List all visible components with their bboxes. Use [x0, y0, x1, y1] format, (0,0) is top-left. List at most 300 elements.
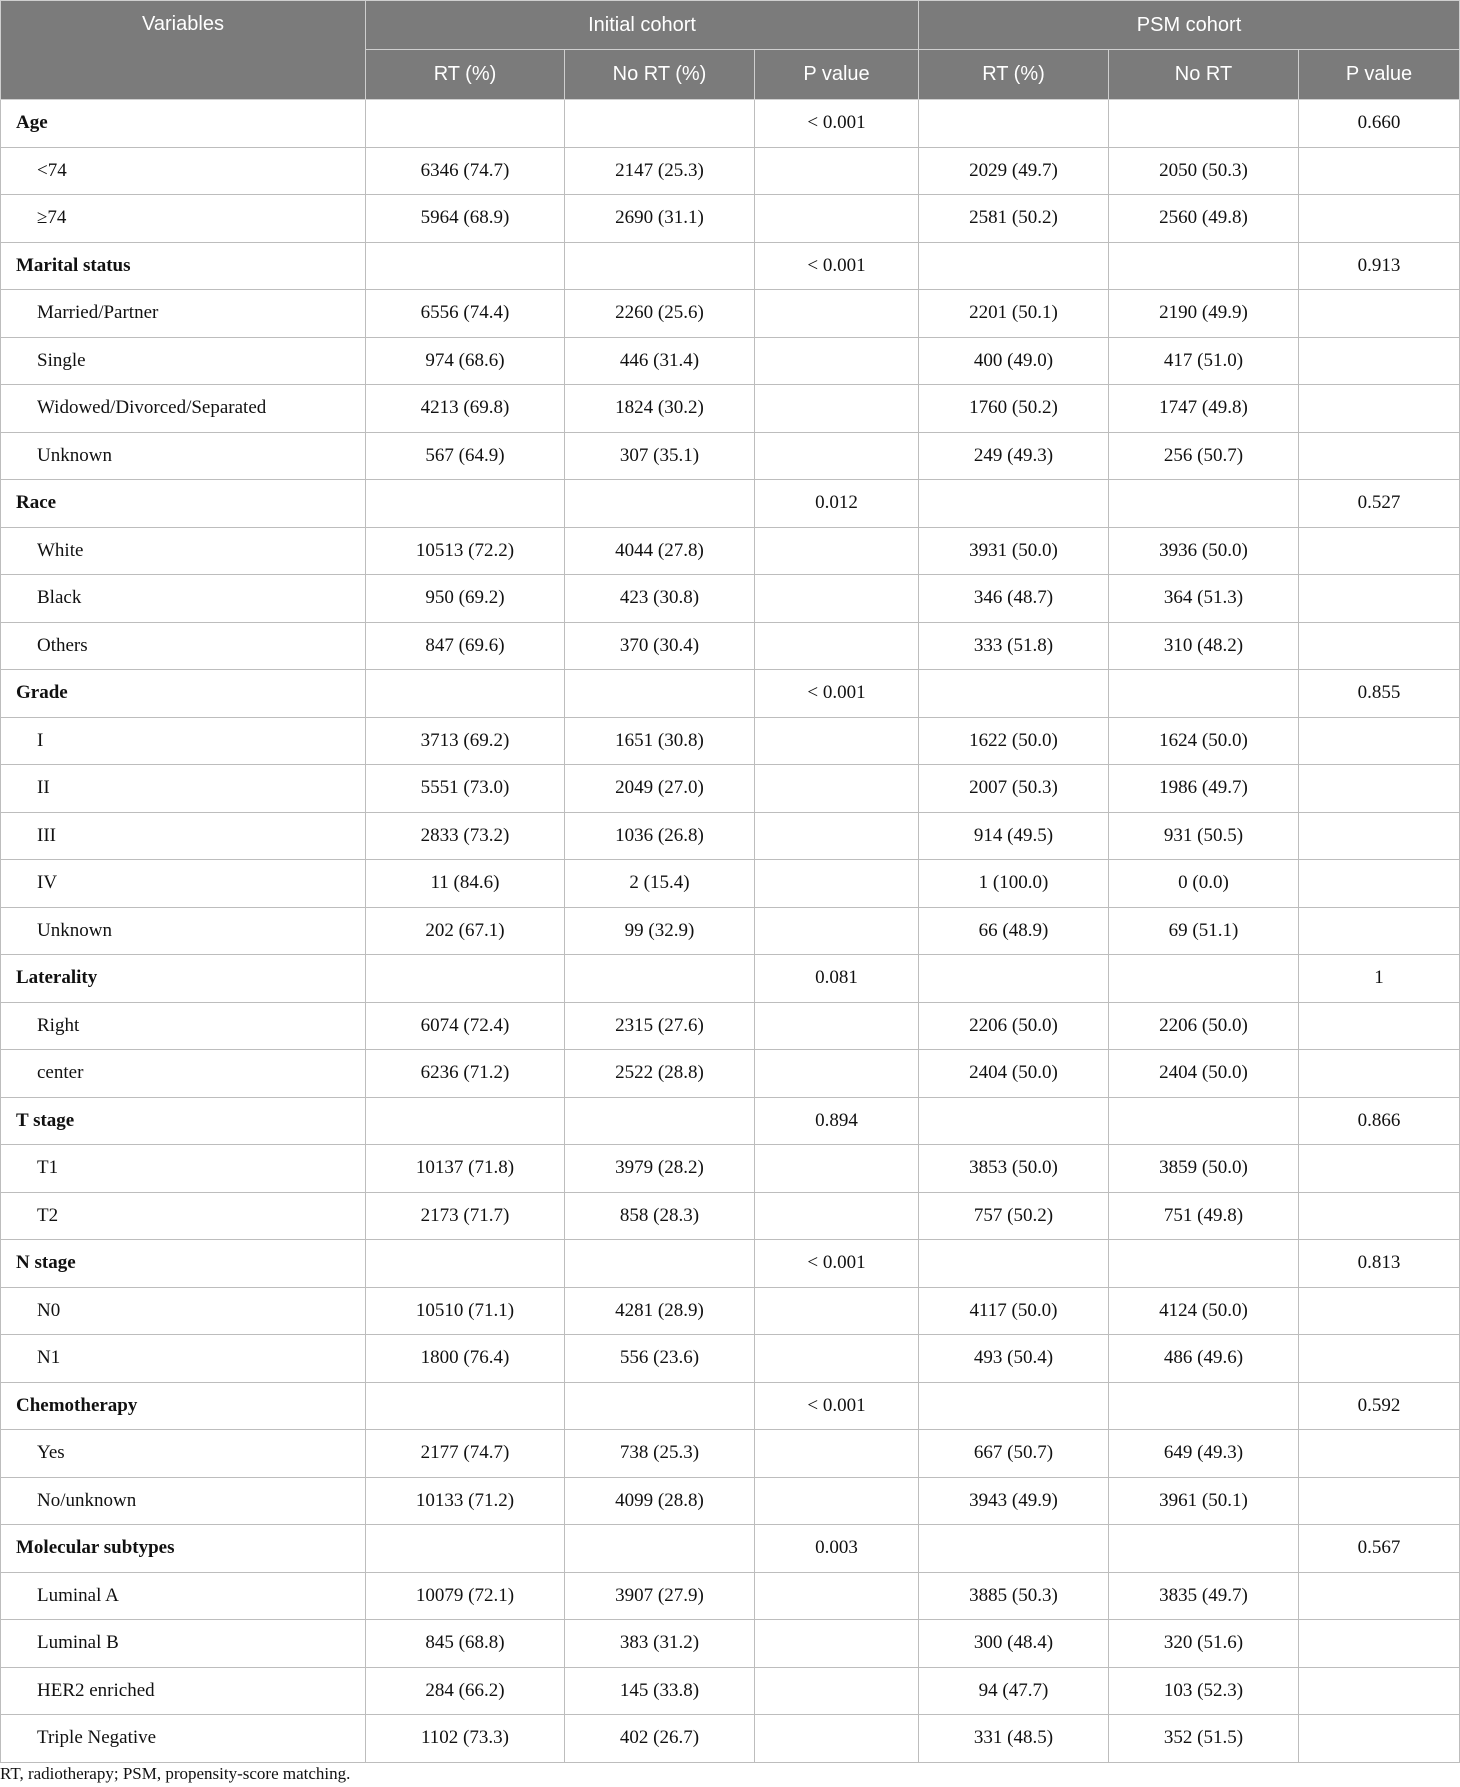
- initial-no-rt-value: 2315 (27.6): [565, 1002, 755, 1050]
- empty-cell: [366, 100, 565, 148]
- initial-rt-value: 5551 (73.0): [366, 765, 565, 813]
- row-label: Single: [1, 337, 366, 385]
- initial-no-rt-value: 3979 (28.2): [565, 1145, 755, 1193]
- psm-rt-value: 4117 (50.0): [919, 1287, 1109, 1335]
- initial-no-rt-value: 4099 (28.8): [565, 1477, 755, 1525]
- psm-no-rt-value: 2190 (49.9): [1109, 290, 1299, 338]
- empty-cell: [755, 432, 919, 480]
- table-footnote: RT, radiotherapy; PSM, propensity-score matching.: [0, 1764, 351, 1783]
- initial-rt-value: 6236 (71.2): [366, 1050, 565, 1098]
- psm-rt-value: 914 (49.5): [919, 812, 1109, 860]
- empty-cell: [1299, 385, 1460, 433]
- group-label-cell: [1, 100, 366, 148]
- psm-rt-value: 331 (48.5): [919, 1715, 1109, 1763]
- psm-rt-value: 1622 (50.0): [919, 717, 1109, 765]
- header-row-top: [1, 1, 1460, 50]
- group-row: [1, 100, 1460, 148]
- table-row: [1, 147, 1460, 195]
- empty-cell: [1299, 860, 1460, 908]
- initial-no-rt-value: 2690 (31.1): [565, 195, 755, 243]
- psm-no-rt-value: 3835 (49.7): [1109, 1572, 1299, 1620]
- empty-cell: [755, 1667, 919, 1715]
- empty-cell: [1299, 1477, 1460, 1525]
- group-label-cell: [1, 1240, 366, 1288]
- empty-cell: [1109, 100, 1299, 148]
- row-label: Black: [1, 575, 366, 623]
- empty-cell: [1299, 1192, 1460, 1240]
- empty-cell: [565, 1525, 755, 1573]
- p-value-psm: 0.567: [1299, 1525, 1460, 1573]
- psm-rt-value: 3885 (50.3): [919, 1572, 1109, 1620]
- empty-cell: [755, 147, 919, 195]
- row-label: <74: [1, 147, 366, 195]
- row-label: Luminal B: [1, 1620, 366, 1668]
- table-header: [1, 1, 1460, 100]
- empty-cell: [1299, 1572, 1460, 1620]
- table-row: [1, 860, 1460, 908]
- table-row: [1, 1192, 1460, 1240]
- row-label: Unknown: [1, 432, 366, 480]
- initial-no-rt-value: 370 (30.4): [565, 622, 755, 670]
- empty-cell: [366, 1382, 565, 1430]
- psm-rt-value: 400 (49.0): [919, 337, 1109, 385]
- empty-cell: [565, 1382, 755, 1430]
- psm-rt-value: 249 (49.3): [919, 432, 1109, 480]
- initial-no-rt-value: 99 (32.9): [565, 907, 755, 955]
- empty-cell: [565, 100, 755, 148]
- empty-cell: [565, 480, 755, 528]
- empty-cell: [755, 717, 919, 765]
- group-label-cell: [1, 670, 366, 718]
- p-value-initial: 0.012: [755, 480, 919, 528]
- table-row: [1, 1335, 1460, 1383]
- initial-no-rt-value: 3907 (27.9): [565, 1572, 755, 1620]
- psm-rt-value: 2206 (50.0): [919, 1002, 1109, 1050]
- row-label: Widowed/Divorced/Separated: [1, 385, 366, 433]
- psm-no-rt-value: 486 (49.6): [1109, 1335, 1299, 1383]
- empty-cell: [565, 1240, 755, 1288]
- initial-no-rt-value: 738 (25.3): [565, 1430, 755, 1478]
- empty-cell: [1299, 1145, 1460, 1193]
- row-label: N0: [1, 1287, 366, 1335]
- empty-cell: [1299, 290, 1460, 338]
- psm-no-rt-value: 103 (52.3): [1109, 1667, 1299, 1715]
- empty-cell: [755, 290, 919, 338]
- psm-no-rt-value: 1624 (50.0): [1109, 717, 1299, 765]
- row-label: Married/Partner: [1, 290, 366, 338]
- psm-no-rt-value: 2050 (50.3): [1109, 147, 1299, 195]
- group-row: [1, 1097, 1460, 1145]
- empty-cell: [755, 1430, 919, 1478]
- empty-cell: [755, 1572, 919, 1620]
- empty-cell: [1299, 622, 1460, 670]
- row-label: IV: [1, 860, 366, 908]
- empty-cell: [755, 860, 919, 908]
- empty-cell: [755, 1287, 919, 1335]
- group-row: [1, 955, 1460, 1003]
- group-row: [1, 1525, 1460, 1573]
- header-initial-no-rt: No RT (%): [565, 50, 755, 100]
- empty-cell: [919, 242, 1109, 290]
- table-row: [1, 717, 1460, 765]
- initial-rt-value: 10137 (71.8): [366, 1145, 565, 1193]
- group-label: Age: [16, 112, 48, 134]
- initial-no-rt-value: 1651 (30.8): [565, 717, 755, 765]
- p-value-psm: 0.813: [1299, 1240, 1460, 1288]
- empty-cell: [366, 480, 565, 528]
- empty-cell: [755, 385, 919, 433]
- empty-cell: [366, 955, 565, 1003]
- empty-cell: [919, 480, 1109, 528]
- group-label-cell: [1, 480, 366, 528]
- group-label-cell: [1, 1382, 366, 1430]
- psm-rt-value: 1760 (50.2): [919, 385, 1109, 433]
- psm-no-rt-value: 1747 (49.8): [1109, 385, 1299, 433]
- initial-rt-value: 2177 (74.7): [366, 1430, 565, 1478]
- initial-rt-value: 950 (69.2): [366, 575, 565, 623]
- group-label-cell: [1, 1097, 366, 1145]
- p-value-initial: < 0.001: [755, 1382, 919, 1430]
- group-label: Grade: [16, 682, 68, 704]
- initial-rt-value: 4213 (69.8): [366, 385, 565, 433]
- psm-no-rt-value: 69 (51.1): [1109, 907, 1299, 955]
- empty-cell: [565, 670, 755, 718]
- p-value-psm: 0.660: [1299, 100, 1460, 148]
- psm-no-rt-value: 2206 (50.0): [1109, 1002, 1299, 1050]
- psm-no-rt-value: 0 (0.0): [1109, 860, 1299, 908]
- psm-no-rt-value: 4124 (50.0): [1109, 1287, 1299, 1335]
- table-row: [1, 575, 1460, 623]
- group-label: Race: [16, 492, 57, 514]
- empty-cell: [1109, 955, 1299, 1003]
- psm-no-rt-value: 364 (51.3): [1109, 575, 1299, 623]
- empty-cell: [565, 242, 755, 290]
- empty-cell: [755, 527, 919, 575]
- psm-rt-value: 1 (100.0): [919, 860, 1109, 908]
- row-label: T2: [1, 1192, 366, 1240]
- empty-cell: [755, 1192, 919, 1240]
- table-row: [1, 1145, 1460, 1193]
- initial-rt-value: 847 (69.6): [366, 622, 565, 670]
- initial-no-rt-value: 2147 (25.3): [565, 147, 755, 195]
- table-row: [1, 290, 1460, 338]
- psm-no-rt-value: 751 (49.8): [1109, 1192, 1299, 1240]
- group-label-cell: [1, 955, 366, 1003]
- empty-cell: [755, 575, 919, 623]
- row-label: Triple Negative: [1, 1715, 366, 1763]
- empty-cell: [1299, 337, 1460, 385]
- empty-cell: [755, 1715, 919, 1763]
- row-label: I: [1, 717, 366, 765]
- empty-cell: [755, 1335, 919, 1383]
- empty-cell: [919, 1097, 1109, 1145]
- table-row: [1, 622, 1460, 670]
- psm-rt-value: 333 (51.8): [919, 622, 1109, 670]
- row-label: III: [1, 812, 366, 860]
- empty-cell: [366, 1097, 565, 1145]
- psm-rt-value: 300 (48.4): [919, 1620, 1109, 1668]
- empty-cell: [1299, 195, 1460, 243]
- psm-rt-value: 493 (50.4): [919, 1335, 1109, 1383]
- group-label: T stage: [16, 1109, 75, 1131]
- empty-cell: [919, 1525, 1109, 1573]
- psm-no-rt-value: 2404 (50.0): [1109, 1050, 1299, 1098]
- row-label: Right: [1, 1002, 366, 1050]
- group-label: Molecular subtypes: [16, 1537, 175, 1559]
- empty-cell: [755, 1477, 919, 1525]
- initial-rt-value: 1102 (73.3): [366, 1715, 565, 1763]
- table-row: [1, 1002, 1460, 1050]
- empty-cell: [1109, 242, 1299, 290]
- empty-cell: [755, 1145, 919, 1193]
- p-value-psm: 0.855: [1299, 670, 1460, 718]
- initial-no-rt-value: 423 (30.8): [565, 575, 755, 623]
- empty-cell: [1299, 527, 1460, 575]
- table-row: [1, 1430, 1460, 1478]
- psm-no-rt-value: 320 (51.6): [1109, 1620, 1299, 1668]
- initial-rt-value: 10079 (72.1): [366, 1572, 565, 1620]
- empty-cell: [1109, 1240, 1299, 1288]
- initial-rt-value: 10510 (71.1): [366, 1287, 565, 1335]
- empty-cell: [1299, 717, 1460, 765]
- empty-cell: [1299, 1002, 1460, 1050]
- empty-cell: [1109, 1382, 1299, 1430]
- group-row: [1, 1240, 1460, 1288]
- initial-no-rt-value: 556 (23.6): [565, 1335, 755, 1383]
- empty-cell: [1299, 765, 1460, 813]
- initial-rt-value: 6346 (74.7): [366, 147, 565, 195]
- initial-rt-value: 10133 (71.2): [366, 1477, 565, 1525]
- psm-no-rt-value: 352 (51.5): [1109, 1715, 1299, 1763]
- initial-rt-value: 10513 (72.2): [366, 527, 565, 575]
- initial-no-rt-value: 2 (15.4): [565, 860, 755, 908]
- p-value-initial: 0.003: [755, 1525, 919, 1573]
- table-row: [1, 812, 1460, 860]
- psm-no-rt-value: 417 (51.0): [1109, 337, 1299, 385]
- row-label: T1: [1, 1145, 366, 1193]
- initial-no-rt-value: 307 (35.1): [565, 432, 755, 480]
- empty-cell: [919, 100, 1109, 148]
- empty-cell: [1299, 1667, 1460, 1715]
- initial-no-rt-value: 402 (26.7): [565, 1715, 755, 1763]
- empty-cell: [755, 1002, 919, 1050]
- p-value-psm: 0.592: [1299, 1382, 1460, 1430]
- empty-cell: [1299, 1050, 1460, 1098]
- initial-no-rt-value: 858 (28.3): [565, 1192, 755, 1240]
- group-label: Laterality: [16, 967, 98, 989]
- initial-rt-value: 567 (64.9): [366, 432, 565, 480]
- empty-cell: [919, 670, 1109, 718]
- psm-no-rt-value: 3859 (50.0): [1109, 1145, 1299, 1193]
- table-row: [1, 385, 1460, 433]
- empty-cell: [919, 955, 1109, 1003]
- psm-rt-value: 94 (47.7): [919, 1667, 1109, 1715]
- initial-no-rt-value: 2049 (27.0): [565, 765, 755, 813]
- initial-rt-value: 11 (84.6): [366, 860, 565, 908]
- empty-cell: [1299, 812, 1460, 860]
- empty-cell: [919, 1382, 1109, 1430]
- empty-cell: [1109, 1525, 1299, 1573]
- row-label: N1: [1, 1335, 366, 1383]
- empty-cell: [755, 337, 919, 385]
- group-label: N stage: [16, 1252, 76, 1274]
- empty-cell: [755, 622, 919, 670]
- empty-cell: [1299, 575, 1460, 623]
- row-label: HER2 enriched: [1, 1667, 366, 1715]
- empty-cell: [1109, 1097, 1299, 1145]
- initial-no-rt-value: 1036 (26.8): [565, 812, 755, 860]
- row-label: center: [1, 1050, 366, 1098]
- p-value-initial: 0.081: [755, 955, 919, 1003]
- p-value-psm: 1: [1299, 955, 1460, 1003]
- empty-cell: [755, 812, 919, 860]
- psm-rt-value: 2581 (50.2): [919, 195, 1109, 243]
- empty-cell: [1299, 1287, 1460, 1335]
- initial-rt-value: 202 (67.1): [366, 907, 565, 955]
- empty-cell: [755, 1620, 919, 1668]
- header-psm-p-value: P value: [1299, 50, 1460, 100]
- empty-cell: [366, 1525, 565, 1573]
- p-value-psm: 0.866: [1299, 1097, 1460, 1145]
- initial-no-rt-value: 2522 (28.8): [565, 1050, 755, 1098]
- p-value-psm: 0.527: [1299, 480, 1460, 528]
- table-row: [1, 907, 1460, 955]
- initial-no-rt-value: 446 (31.4): [565, 337, 755, 385]
- empty-cell: [1299, 1430, 1460, 1478]
- empty-cell: [1299, 432, 1460, 480]
- empty-cell: [1299, 1715, 1460, 1763]
- p-value-initial: < 0.001: [755, 670, 919, 718]
- row-label: Unknown: [1, 907, 366, 955]
- empty-cell: [366, 242, 565, 290]
- table-row: [1, 527, 1460, 575]
- psm-no-rt-value: 1986 (49.7): [1109, 765, 1299, 813]
- psm-rt-value: 3943 (49.9): [919, 1477, 1109, 1525]
- group-row: [1, 1382, 1460, 1430]
- initial-rt-value: 2173 (71.7): [366, 1192, 565, 1240]
- table-row: [1, 765, 1460, 813]
- psm-rt-value: 3931 (50.0): [919, 527, 1109, 575]
- p-value-initial: 0.894: [755, 1097, 919, 1145]
- table-row: [1, 1287, 1460, 1335]
- table-row: [1, 1572, 1460, 1620]
- row-label: Others: [1, 622, 366, 670]
- row-label: Luminal A: [1, 1572, 366, 1620]
- p-value-initial: < 0.001: [755, 100, 919, 148]
- psm-no-rt-value: 310 (48.2): [1109, 622, 1299, 670]
- initial-no-rt-value: 2260 (25.6): [565, 290, 755, 338]
- row-label: Yes: [1, 1430, 366, 1478]
- empty-cell: [366, 1240, 565, 1288]
- initial-rt-value: 2833 (73.2): [366, 812, 565, 860]
- header-psm-no-rt: No RT: [1109, 50, 1299, 100]
- initial-rt-value: 1800 (76.4): [366, 1335, 565, 1383]
- initial-rt-value: 3713 (69.2): [366, 717, 565, 765]
- initial-no-rt-value: 145 (33.8): [565, 1667, 755, 1715]
- initial-no-rt-value: 4044 (27.8): [565, 527, 755, 575]
- empty-cell: [919, 1240, 1109, 1288]
- group-label-cell: [1, 1525, 366, 1573]
- group-label: Marital status: [16, 254, 131, 276]
- group-row: [1, 242, 1460, 290]
- psm-rt-value: 2007 (50.3): [919, 765, 1109, 813]
- header-psm-cohort: PSM cohort: [919, 1, 1460, 50]
- empty-cell: [565, 1097, 755, 1145]
- empty-cell: [565, 955, 755, 1003]
- table-row: [1, 1477, 1460, 1525]
- psm-rt-value: 757 (50.2): [919, 1192, 1109, 1240]
- table-row: [1, 195, 1460, 243]
- empty-cell: [366, 670, 565, 718]
- row-label: No/unknown: [1, 1477, 366, 1525]
- initial-no-rt-value: 383 (31.2): [565, 1620, 755, 1668]
- empty-cell: [1299, 907, 1460, 955]
- table-row: [1, 432, 1460, 480]
- initial-rt-value: 6556 (74.4): [366, 290, 565, 338]
- group-label: Chemotherapy: [16, 1394, 138, 1416]
- psm-no-rt-value: 649 (49.3): [1109, 1430, 1299, 1478]
- initial-rt-value: 974 (68.6): [366, 337, 565, 385]
- psm-no-rt-value: 3936 (50.0): [1109, 527, 1299, 575]
- initial-rt-value: 5964 (68.9): [366, 195, 565, 243]
- header-psm-rt: RT (%): [919, 50, 1109, 100]
- header-initial-p-value: P value: [755, 50, 919, 100]
- empty-cell: [1109, 480, 1299, 528]
- table-row: [1, 1715, 1460, 1763]
- initial-no-rt-value: 4281 (28.9): [565, 1287, 755, 1335]
- p-value-initial: < 0.001: [755, 242, 919, 290]
- empty-cell: [1299, 147, 1460, 195]
- empty-cell: [1299, 1620, 1460, 1668]
- empty-cell: [755, 907, 919, 955]
- group-row: [1, 670, 1460, 718]
- psm-no-rt-value: 256 (50.7): [1109, 432, 1299, 480]
- psm-rt-value: 66 (48.9): [919, 907, 1109, 955]
- p-value-initial: < 0.001: [755, 1240, 919, 1288]
- initial-rt-value: 6074 (72.4): [366, 1002, 565, 1050]
- psm-rt-value: 2201 (50.1): [919, 290, 1109, 338]
- psm-no-rt-value: 931 (50.5): [1109, 812, 1299, 860]
- empty-cell: [755, 195, 919, 243]
- psm-rt-value: 3853 (50.0): [919, 1145, 1109, 1193]
- header-initial-rt: RT (%): [366, 50, 565, 100]
- table-row: [1, 1620, 1460, 1668]
- table-row: [1, 1667, 1460, 1715]
- initial-no-rt-value: 1824 (30.2): [565, 385, 755, 433]
- group-label-cell: [1, 242, 366, 290]
- table-row: [1, 337, 1460, 385]
- psm-rt-value: 667 (50.7): [919, 1430, 1109, 1478]
- row-label: II: [1, 765, 366, 813]
- psm-no-rt-value: 3961 (50.1): [1109, 1477, 1299, 1525]
- empty-cell: [1109, 670, 1299, 718]
- p-value-psm: 0.913: [1299, 242, 1460, 290]
- initial-rt-value: 845 (68.8): [366, 1620, 565, 1668]
- psm-rt-value: 2029 (49.7): [919, 147, 1109, 195]
- row-label: ≥74: [1, 195, 366, 243]
- row-label: White: [1, 527, 366, 575]
- psm-rt-value: 2404 (50.0): [919, 1050, 1109, 1098]
- psm-rt-value: 346 (48.7): [919, 575, 1109, 623]
- header-variables: Variables: [1, 1, 366, 100]
- table-row: [1, 1050, 1460, 1098]
- group-row: [1, 480, 1460, 528]
- empty-cell: [755, 1050, 919, 1098]
- empty-cell: [1299, 1335, 1460, 1383]
- header-initial-cohort: Initial cohort: [366, 1, 919, 50]
- table-body: [1, 100, 1460, 1763]
- empty-cell: [755, 765, 919, 813]
